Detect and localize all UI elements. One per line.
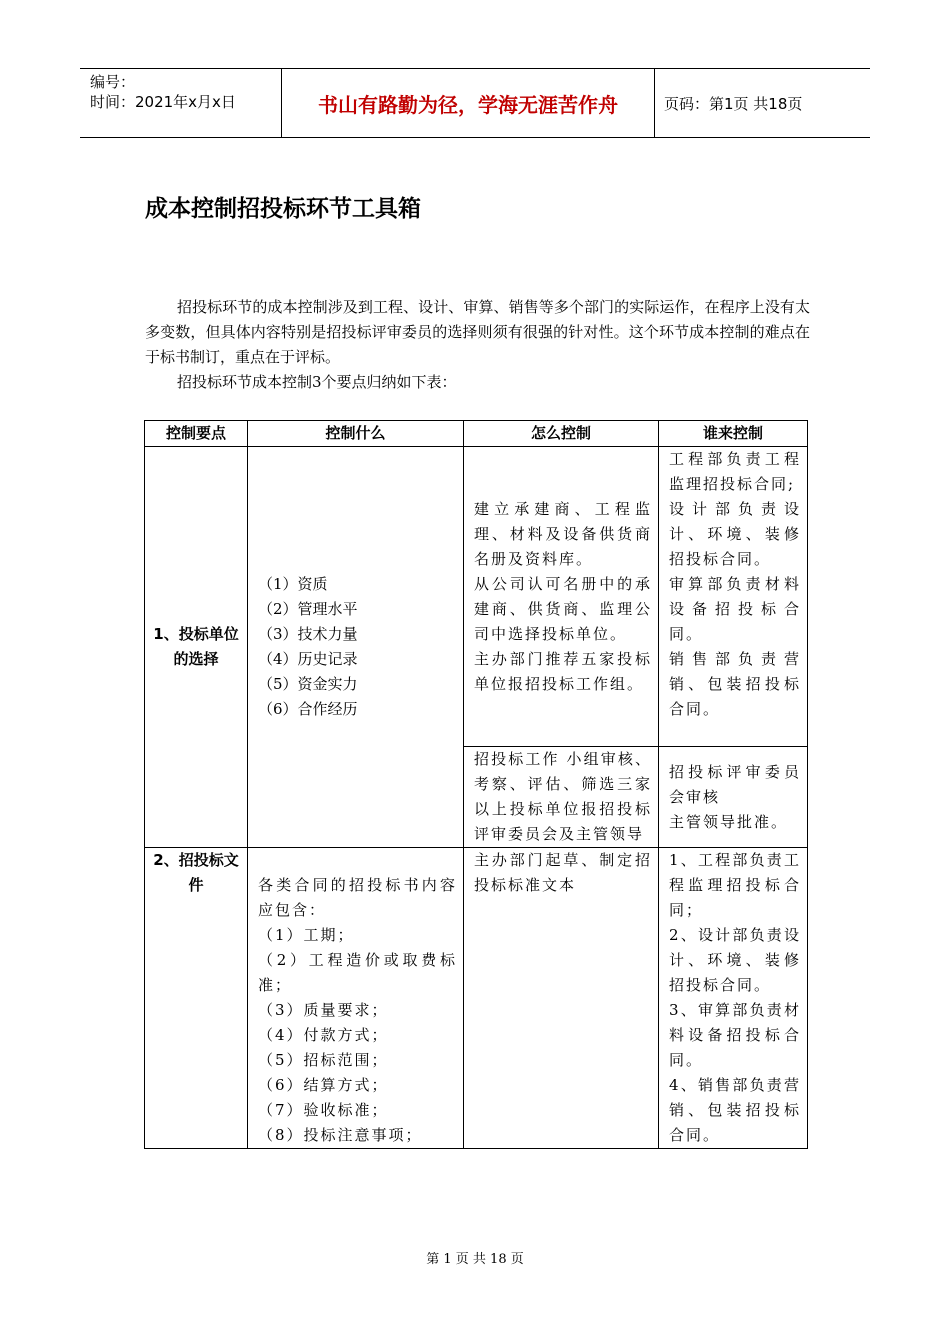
list-item: （4）付款方式； bbox=[258, 1026, 389, 1044]
page-footer: 第 1 页 共 18 页 bbox=[426, 1252, 524, 1267]
list-item: （7）验收标准； bbox=[258, 1101, 389, 1119]
list-item: 建立承建商、工程监理、材料及设备供货商名册及资料库。 bbox=[474, 499, 652, 568]
list-item: 销售部负责营销、包装招投标合同。 bbox=[669, 650, 801, 718]
time-label: 时间：2021年x月x日 bbox=[90, 93, 236, 111]
intro-paragraph: 招投标环节的成本控制涉及到工程、设计、审算、销售等多个部门的实际运作，在程序上没有太多变数，但具体内容特别是招投标评审委员的选择则须有很强的针对性。这个环节成本控制的难点在于标书制订，重点在于评标。 bbox=[145, 298, 810, 366]
list-item: 3、审算部负责材料设备招投标合同。 bbox=[669, 1001, 801, 1069]
list-item: 主管领导批准。 bbox=[669, 812, 789, 831]
list-item: 4、销售部负责营销、包装招投标合同。 bbox=[669, 1076, 801, 1144]
list-item: 各类合同的招投标书内容应包含： bbox=[258, 876, 457, 919]
header-motto: 书山有路勤为径，学海无涯苦作舟 bbox=[318, 92, 618, 117]
list-item: 工程部负责工程监理招投标合同; bbox=[669, 450, 801, 493]
list-item: （3）质量要求； bbox=[258, 1001, 389, 1019]
how-cell: 招投标工作 小组审核、考察、评估、筛选三家以上投标单位报招投标评审委员会及主管领导 bbox=[464, 747, 659, 848]
document-title: 成本控制招投标环节工具箱 bbox=[145, 196, 421, 222]
who-cell bbox=[659, 848, 808, 1149]
column-header: 控制什么 bbox=[248, 421, 464, 447]
list-item: （2）工程造价或取费标准； bbox=[258, 951, 457, 994]
list-item: （6）合作经历 bbox=[258, 700, 358, 718]
header-page-info: 页码：第1页 共18页 bbox=[664, 94, 803, 113]
how-cell: 主办部门起草、制定招投标标准文本 bbox=[464, 848, 659, 1149]
document-header bbox=[80, 68, 870, 138]
list-item: 2、设计部负责设计、环境、装修招投标合同。 bbox=[669, 926, 801, 994]
intro-summary: 招投标环节成本控制3个要点归纳如下表： bbox=[177, 373, 457, 391]
column-header: 控制要点 bbox=[145, 421, 248, 447]
list-item: 1、工程部负责工程监理招投标合同； bbox=[669, 851, 801, 919]
header-divider bbox=[654, 69, 655, 137]
list-item: 主办部门推荐五家投标单位报招投标工作组。 bbox=[474, 649, 652, 693]
what-cell bbox=[248, 447, 464, 848]
who-cell bbox=[659, 747, 808, 848]
control-points-table bbox=[144, 420, 808, 1149]
who-cell bbox=[659, 447, 808, 747]
list-item: （5）资金实力 bbox=[258, 675, 358, 693]
table-row bbox=[145, 848, 808, 1149]
list-item: （1）资质 bbox=[258, 575, 328, 593]
list-item: 从公司认可名册中的承建商、供货商、监理公司中选择投标单位。 bbox=[474, 574, 652, 643]
list-item: （1）工期； bbox=[258, 926, 355, 944]
list-item: （4）历史记录 bbox=[258, 650, 358, 668]
list-item: 招投标评审委员会审核 bbox=[669, 762, 801, 806]
list-item: （5）招标范围； bbox=[258, 1051, 389, 1069]
list-item: （3）技术力量 bbox=[258, 625, 358, 643]
how-cell bbox=[464, 447, 659, 747]
column-header: 怎么控制 bbox=[464, 421, 659, 447]
column-header: 谁来控制 bbox=[659, 421, 808, 447]
list-item: （2）管理水平 bbox=[258, 600, 358, 618]
table-row bbox=[145, 447, 808, 747]
what-cell bbox=[248, 848, 464, 1149]
table-header-row bbox=[145, 421, 808, 447]
header-meta bbox=[80, 69, 280, 137]
list-item: 审算部负责材料设备招投标合同。 bbox=[669, 575, 801, 643]
list-item: （8）投标注意事项； bbox=[258, 1126, 423, 1144]
number-label: 编号： bbox=[90, 73, 136, 91]
control-point-cell: 1、投标单位的选择 bbox=[145, 447, 248, 848]
control-point-cell: 2、招投标文件 bbox=[145, 848, 248, 1149]
list-item: （6）结算方式； bbox=[258, 1076, 389, 1094]
list-item: 设计部负责设计、环境、装修招投标合同。 bbox=[669, 500, 801, 568]
